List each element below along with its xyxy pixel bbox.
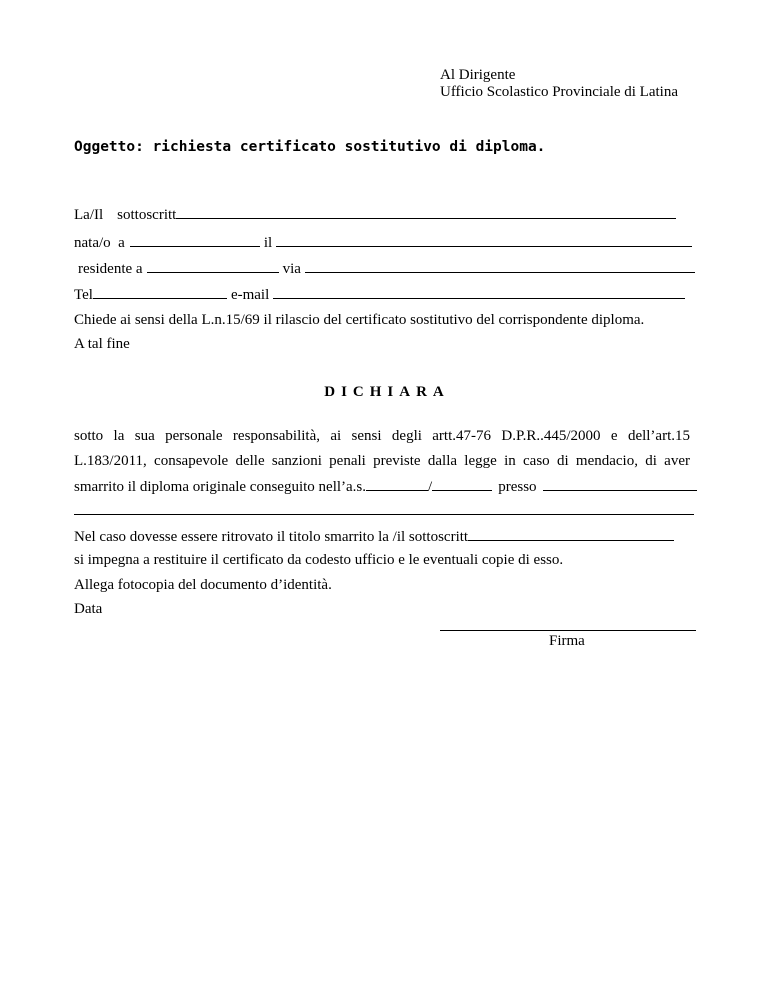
school-year-slash: / [428,479,433,495]
email-label: e-mail [230,287,270,303]
birth-date-label: il [263,235,273,251]
commitment-text: si impegna a restituire il certificato da codesto ufficio e le eventuali copie di esso. [74,552,564,568]
presso-label: presso [498,479,537,495]
date-label: Data [74,601,103,617]
recipient-line-1: Al Dirigente [440,67,516,83]
residence-row [74,258,695,279]
signature-label: Firma [549,633,585,649]
found-clause-text: Nel caso dovesse essere ritrovato il titolo smarrito la /il sottoscritt [74,529,469,545]
request-text: Chiede ai sensi della L.n.15/69 il rilascio del certificato sostitutivo del corrispondente diploma. [74,312,645,328]
declaration-line-1: sotto la sua personale responsabilità, ai sensi degli artt.47-76 D.P.R..445/2000 e dell’art.15 [74,428,690,444]
signer-label-a: La/Il [74,207,104,223]
school-field[interactable] [543,476,697,491]
street-field[interactable] [305,258,695,273]
born-label: nata/o a [74,235,125,251]
resident-label: residente a [78,261,143,277]
to-this-end: A tal fine [74,336,130,352]
birthplace-field[interactable] [130,232,260,247]
school-continuation-field[interactable] [74,500,694,515]
school-year-start-field[interactable] [366,476,428,491]
street-label: via [282,261,301,277]
school-continuation-row [74,500,694,515]
signature-field[interactable] [440,630,696,631]
residence-city-field[interactable] [147,258,279,273]
declaration-line-3 [74,476,697,497]
declaration-line-2: L.183/2011, consapevole delle sanzioni penali previste dalla legge in caso di mendacio, di aver [74,453,690,469]
subject-line: Oggetto: richiesta certificato sostitutivo di diploma. [74,139,546,155]
school-year-end-field[interactable] [432,476,492,491]
declaration-line-3-text: smarrito il diploma originale conseguito nell’a.s. [74,479,367,495]
found-clause-name-field[interactable] [468,526,674,541]
found-clause-row [74,526,674,547]
signer-name-field[interactable] [176,204,676,219]
recipient-line-2: Ufficio Scolastico Provinciale di Latina [440,84,678,100]
email-field[interactable] [273,284,685,299]
contact-row [74,284,685,305]
signer-row [74,204,676,225]
birth-row [74,232,692,253]
recipient-block [440,67,678,101]
declaration-heading: DICHIARA [324,384,450,400]
attachment-text: Allega fotocopia del documento d’identità. [74,577,332,593]
birth-date-field[interactable] [276,232,692,247]
tel-label: Tel [74,287,93,303]
signer-label-b: sottoscritt [117,207,177,223]
tel-field[interactable] [93,284,227,299]
